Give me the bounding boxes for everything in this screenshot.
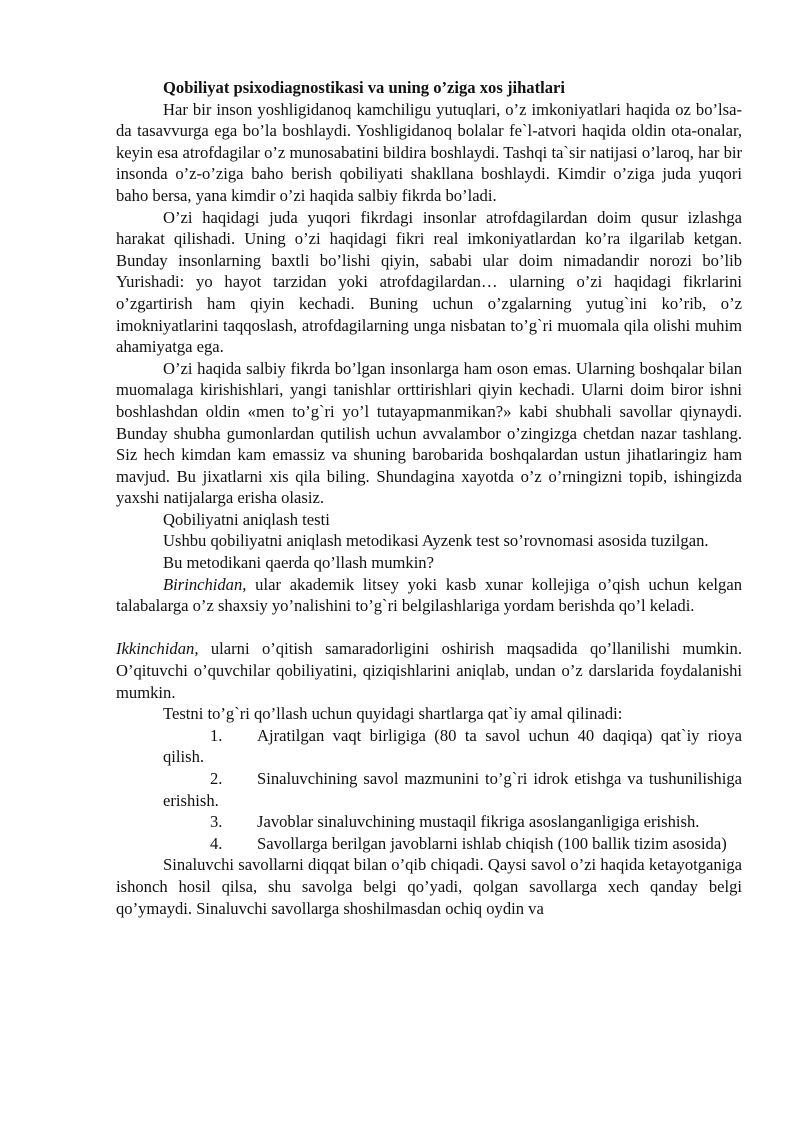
first-use-text: ular akademik litsey yoki kasb xunar kollejiga o’qish uchun kelgan talabalarga o’z shaxsiy yo’nalishini to’g`ri belgilashlariga yordam berishda qo’l keladi. [116,574,742,616]
list-item-number: 3. [210,812,223,832]
list-item-text: Savollarga berilgan javoblarni ishlab chiqish (100 ballik tizim asosida) [257,833,727,853]
paragraph-second-use [116,638,742,703]
list-item [163,811,742,833]
list-item-number: 4. [210,833,223,853]
list-item [163,833,742,855]
list-item-number: 1. [210,725,223,745]
paragraph-test-basis: Ushbu qobiliyatni aniqlash metodikasi Ayzenk test so’rovnomasi asosida tuzilgan. [163,531,709,551]
blank-line [116,617,742,639]
first-use-lead: Birinchidan, [163,574,247,594]
paragraph-instructions: Sinaluvchi savollarni diqqat bilan o’qib chiqadi. Qaysi savol o’zi haqida ketayotganiga ishonch hosil qilsa, shu savolga belgi qo’yadi, qolgan savollarga xech qanday belgi qo’ymaydi. Sinaluvchi savollarga shoshilmasdan ochiq oydin va [116,855,742,918]
second-use-text: ularni o’qitish samaradorligini oshirish maqsadida qo’llanilishi mumkin. O’qituvchi o’quvchilar qobiliyatini, qiziqishlarini aniqlab, undan o’z darslarida foydalanishi mumkin. [116,639,742,702]
list-item [163,768,742,811]
paragraph-intro: Har bir inson yoshligidanoq kamchiligu yutuqlari, o’z imkoniyatlari haqida oz bo’lsa-da tasavvurga ega bo’la boshlaydi. Yoshligidanoq bolalar fe`l-atvori haqida oldin ota-onalar, keyin esa atrofdagilar o’z munosabatini bildira boshlaydi. Tashqi ta`sir natijasi o’laroq, har bir insonda o’z-o’ziga baho berish qobiliyati shakllana boshlaydi. Kimdir o’ziga juda yuqori baho bersa, yana kimdir o’zi haqida salbiy fikrda bo’ladi. [116,99,742,205]
list-item-text: Ajratilgan vaqt birligiga (80 ta savol uchun 40 daqiqa) qat`iy rioya qilish. [163,725,742,767]
second-use-lead: Ikkinchidan, [116,639,199,659]
document-page [116,77,742,919]
section-heading-test: Qobiliyatni aniqlash testi [163,509,330,529]
paragraph-question: Bu metodikani qaerda qo’llash mumkin? [163,553,434,573]
paragraph-first-use [116,574,742,617]
paragraph-high-self-esteem: O’zi haqidagi juda yuqori fikrdagi insonlar atrofdagilardan doim qusur izlashga harakat qilishadi. Uning o’zi haqidagi fikri real imkoniyatlardan ko’ra ilgarilab ketgan. Bunday insonlarning baxtli bo’lishi qiyin, sababi ular doim nimadandir norozi bo’lib Yurishadi: yo hayot tarzidan yoki atrofdagilardan… ularning o’zi haqidagi fikrlarini o’zgartirish ham qiyin kechadi. Buning uchun o’zgalarning yutug`ini ko’rib, o’z imokniyatlarini taqqoslash, atrofdagilarning unga nisbatan to’g`ri muomala qila olishi muhim ahamiyatga ega. [116,207,742,357]
list-item-text: Javoblar sinaluvchining mustaqil fikriga asoslanganligiga erishish. [257,812,700,832]
paragraph-conditions-intro: Testni to’g`ri qo’llash uchun quyidagi shartlarga qat`iy amal qilinadi: [163,704,623,724]
paragraph-low-self-esteem: O’zi haqida salbiy fikrda bo’lgan insonlarga ham oson emas. Ularning boshqalar bilan muomalaga kirishishlari, yangi tanishlar orttirishlari qiyin kechadi. Ularni doim biror ishni boshlashdan oldin «men to’g`ri yo’l tutayapmanmikan?» kabi shubhali savollar qiynaydi. Bunday shubha gumonlardan qutilish uchun avvalambor o’zingizga chetdan nazar tashlang. Siz hech kimdan kam emassiz va shuning barobarida boshqalardan ustun jihatlaringiz ham mavjud. Bu jixatlarni xis qila biling. Shundagina xayotda o’z o’rningizni topib, ishingizda yaxshi natijalarga erisha olasiz. [116,358,742,508]
conditions-list [116,725,742,855]
list-item [163,725,742,768]
document-title: Qobiliyat psixodiagnostikasi va uning o’ziga xos jihatlari [163,78,566,97]
list-item-text: Sinaluvchining savol mazmunini to’g`ri idrok etishga va tushunilishiga erishish. [163,769,742,810]
list-item-number: 2. [210,769,223,788]
